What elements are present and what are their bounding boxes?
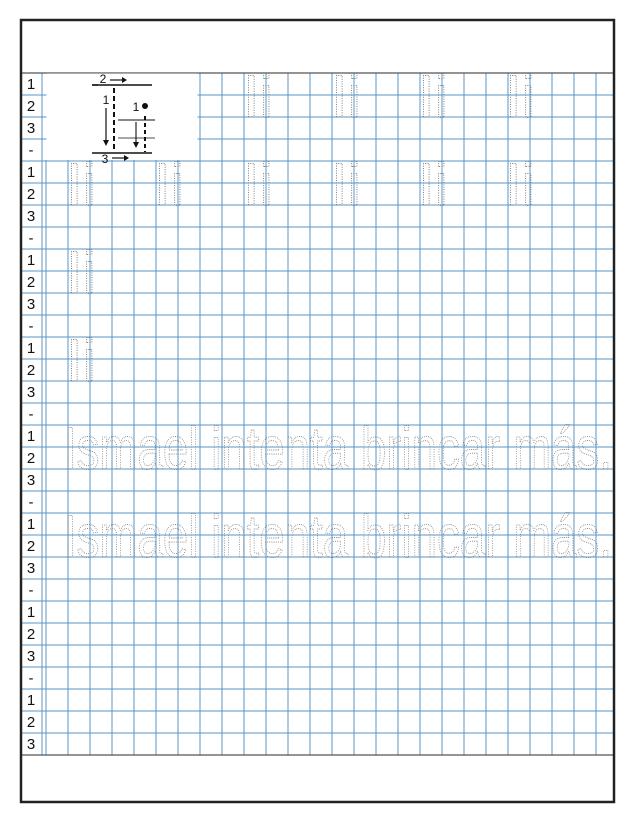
row-number-label: 1: [26, 76, 36, 93]
row-number-column: [27, 76, 35, 753]
row-number-label: -: [28, 230, 34, 247]
guide-box: [47, 74, 198, 160]
row-number-label: -: [28, 494, 34, 511]
row-number-label: 3: [26, 736, 36, 753]
stroke-number-3: 3: [101, 152, 109, 166]
trace-letter-pair: Ii: [418, 63, 448, 130]
trace-letter-pair: Ii: [331, 151, 361, 218]
row-number-label: 3: [26, 120, 36, 137]
row-number-label: 1: [26, 164, 36, 181]
row-number-label: -: [28, 406, 34, 423]
trace-letter-pair: Ii: [505, 63, 535, 130]
row-number-label: 3: [26, 384, 36, 401]
row-number-label: 2: [26, 186, 36, 203]
trace-letter-pair: Ii: [243, 151, 273, 218]
row-number-label: 1: [26, 252, 36, 269]
row-number-label: 2: [26, 538, 36, 555]
row-number-label: -: [28, 142, 34, 159]
i-dot: [142, 103, 148, 109]
stroke-number-lower-1: 1: [132, 100, 140, 114]
stroke-number-1: 1: [102, 93, 110, 107]
row-number-label: 2: [26, 450, 36, 467]
row-number-label: 3: [26, 560, 36, 577]
row-number-label: 1: [26, 516, 36, 533]
row-number-label: 2: [26, 362, 36, 379]
trace-letter-pair: Ii: [243, 63, 273, 130]
row-number-label: -: [28, 582, 34, 599]
trace-sentence: Ismael intenta brincar más.: [64, 415, 612, 482]
trace-letter-pair: Ii: [418, 151, 448, 218]
stroke-number-2: 2: [99, 72, 107, 86]
row-number-label: 2: [26, 98, 36, 115]
trace-letter-pair: Ii: [66, 327, 96, 394]
row-number-label: 3: [26, 296, 36, 313]
row-number-label: 3: [26, 472, 36, 489]
trace-letter-pair: Ii: [154, 151, 184, 218]
trace-letter-pair: Ii: [505, 151, 535, 218]
row-number-label: 2: [26, 714, 36, 731]
row-number-label: -: [28, 670, 34, 687]
trace-letter-pair: Ii: [331, 63, 361, 130]
trace-letter-pair: Ii: [66, 239, 96, 306]
trace-sentence: Ismael intenta brincar más.: [64, 503, 612, 570]
row-number-label: 1: [26, 692, 36, 709]
row-number-label: -: [28, 318, 34, 335]
row-number-label: 3: [26, 648, 36, 665]
row-number-label: 1: [26, 428, 36, 445]
row-number-label: 1: [26, 340, 36, 357]
row-number-label: 3: [26, 208, 36, 225]
row-number-label: 2: [26, 626, 36, 643]
row-number-label: 2: [26, 274, 36, 291]
trace-letter-pair: Ii: [66, 151, 96, 218]
row-number-label: 1: [26, 604, 36, 621]
